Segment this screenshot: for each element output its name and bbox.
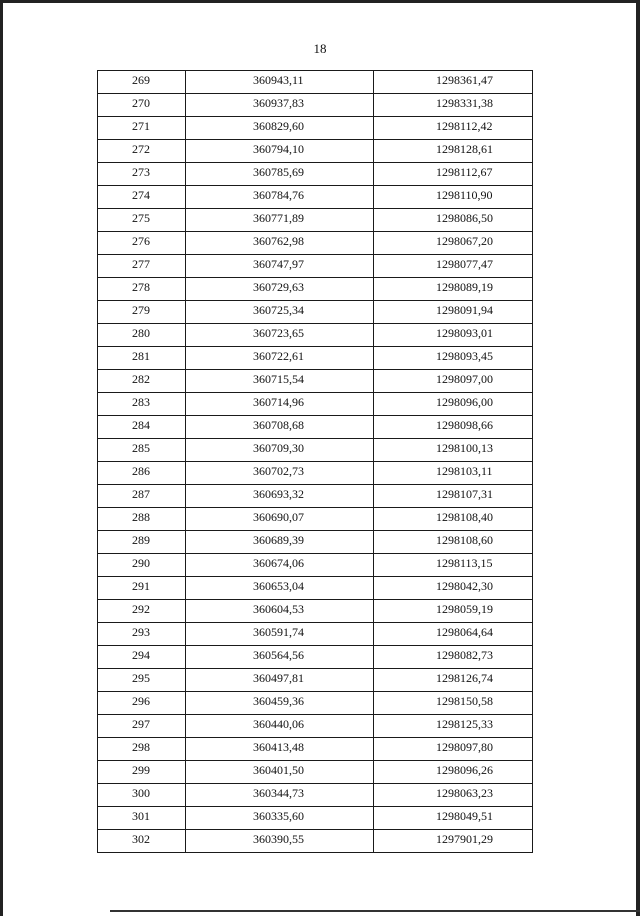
table-row	[98, 370, 533, 393]
y-coordinate-cell-text: 1298100,13	[436, 441, 493, 455]
x-coordinate-cell	[186, 301, 374, 324]
y-coordinate-cell-text: 1298110,90	[436, 188, 493, 202]
point-number-cell-text: 297	[132, 717, 150, 731]
x-coordinate-cell	[186, 623, 374, 646]
x-coordinate-cell	[186, 255, 374, 278]
point-number-cell	[98, 370, 186, 393]
y-coordinate-cell-text: 1298126,74	[436, 671, 493, 685]
x-coordinate-cell-text: 360344,73	[253, 786, 304, 800]
x-coordinate-cell-text: 360943,11	[253, 73, 304, 87]
x-coordinate-cell	[186, 807, 374, 830]
point-number-cell	[98, 117, 186, 140]
y-coordinate-cell-text: 1298063,23	[436, 786, 493, 800]
x-coordinate-cell-text: 360413,48	[253, 740, 304, 754]
point-number-cell	[98, 600, 186, 623]
point-number-cell	[98, 209, 186, 232]
y-coordinate-cell	[374, 508, 533, 531]
x-coordinate-cell-text: 360653,04	[253, 579, 304, 593]
y-coordinate-cell-text: 1298103,11	[436, 464, 493, 478]
x-coordinate-cell	[186, 531, 374, 554]
x-coordinate-cell-text: 360335,60	[253, 809, 304, 823]
table-row	[98, 669, 533, 692]
point-number-cell-text: 290	[132, 556, 150, 570]
y-coordinate-cell-text: 1298093,01	[436, 326, 493, 340]
point-number-cell-text: 291	[132, 579, 150, 593]
page-edge-left	[0, 0, 3, 916]
y-coordinate-cell	[374, 71, 533, 94]
y-coordinate-cell	[374, 692, 533, 715]
point-number-cell	[98, 554, 186, 577]
y-coordinate-cell	[374, 439, 533, 462]
point-number-cell	[98, 71, 186, 94]
table-row	[98, 140, 533, 163]
x-coordinate-cell-text: 360390,55	[253, 832, 304, 846]
page-number: 18	[313, 41, 327, 56]
x-coordinate-cell-text: 360785,69	[253, 165, 304, 179]
point-number-cell	[98, 301, 186, 324]
x-coordinate-cell-text: 360702,73	[253, 464, 304, 478]
point-number-cell-text: 299	[132, 763, 150, 777]
x-coordinate-cell-text: 360440,06	[253, 717, 304, 731]
coordinate-table	[97, 70, 533, 853]
page-edge-top	[0, 0, 640, 3]
y-coordinate-cell	[374, 416, 533, 439]
y-coordinate-cell	[374, 140, 533, 163]
y-coordinate-cell	[374, 577, 533, 600]
point-number-cell	[98, 94, 186, 117]
y-coordinate-cell-text: 1298093,45	[436, 349, 493, 363]
point-number-cell-text: 301	[132, 809, 150, 823]
table-row	[98, 324, 533, 347]
point-number-cell	[98, 462, 186, 485]
table-row	[98, 94, 533, 117]
x-coordinate-cell	[186, 163, 374, 186]
y-coordinate-cell-text: 1298108,40	[436, 510, 493, 524]
point-number-cell	[98, 623, 186, 646]
x-coordinate-cell-text: 360401,50	[253, 763, 304, 777]
point-number-cell-text: 293	[132, 625, 150, 639]
point-number-cell-text: 294	[132, 648, 150, 662]
point-number-cell-text: 270	[132, 96, 150, 110]
table-row	[98, 393, 533, 416]
y-coordinate-cell-text: 1298067,20	[436, 234, 493, 248]
point-number-cell	[98, 393, 186, 416]
x-coordinate-cell	[186, 209, 374, 232]
table-row	[98, 301, 533, 324]
x-coordinate-cell-text: 360690,07	[253, 510, 304, 524]
x-coordinate-cell	[186, 186, 374, 209]
x-coordinate-cell-text: 360723,65	[253, 326, 304, 340]
x-coordinate-cell	[186, 278, 374, 301]
point-number-cell	[98, 416, 186, 439]
y-coordinate-cell-text: 1298112,67	[436, 165, 493, 179]
y-coordinate-cell	[374, 600, 533, 623]
y-coordinate-cell	[374, 186, 533, 209]
point-number-cell	[98, 577, 186, 600]
y-coordinate-cell	[374, 761, 533, 784]
y-coordinate-cell	[374, 554, 533, 577]
point-number-cell-text: 292	[132, 602, 150, 616]
point-number-cell	[98, 324, 186, 347]
x-coordinate-cell	[186, 738, 374, 761]
point-number-cell	[98, 531, 186, 554]
x-coordinate-cell	[186, 577, 374, 600]
x-coordinate-cell-text: 360714,96	[253, 395, 304, 409]
x-coordinate-cell-text: 360784,76	[253, 188, 304, 202]
point-number-cell	[98, 163, 186, 186]
point-number-cell-text: 282	[132, 372, 150, 386]
y-coordinate-cell	[374, 715, 533, 738]
table-row	[98, 462, 533, 485]
x-coordinate-cell-text: 360591,74	[253, 625, 304, 639]
y-coordinate-cell	[374, 623, 533, 646]
x-coordinate-cell	[186, 393, 374, 416]
table-row	[98, 692, 533, 715]
y-coordinate-cell-text: 1298059,19	[436, 602, 493, 616]
table-row	[98, 600, 533, 623]
point-number-cell-text: 285	[132, 441, 150, 455]
point-number-cell-text: 296	[132, 694, 150, 708]
point-number-cell-text: 269	[132, 73, 150, 87]
x-coordinate-cell	[186, 692, 374, 715]
y-coordinate-cell-text: 1298096,00	[436, 395, 493, 409]
point-number-cell-text: 278	[132, 280, 150, 294]
x-coordinate-cell-text: 360722,61	[253, 349, 304, 363]
y-coordinate-cell	[374, 738, 533, 761]
y-coordinate-cell-text: 1298113,15	[436, 556, 493, 570]
y-coordinate-cell-text: 1297901,29	[436, 832, 493, 846]
x-coordinate-cell	[186, 508, 374, 531]
point-number-cell-text: 281	[132, 349, 150, 363]
table-row	[98, 623, 533, 646]
x-coordinate-cell	[186, 324, 374, 347]
x-coordinate-cell	[186, 370, 374, 393]
y-coordinate-cell-text: 1298150,58	[436, 694, 493, 708]
table-row	[98, 646, 533, 669]
x-coordinate-cell	[186, 439, 374, 462]
point-number-cell-text: 302	[132, 832, 150, 846]
y-coordinate-cell-text: 1298331,38	[436, 96, 493, 110]
point-number-cell-text: 277	[132, 257, 150, 271]
point-number-cell	[98, 186, 186, 209]
coordinate-table-body	[98, 71, 533, 853]
point-number-cell-text: 274	[132, 188, 150, 202]
y-coordinate-cell-text: 1298089,19	[436, 280, 493, 294]
point-number-cell-text: 276	[132, 234, 150, 248]
point-number-cell-text: 288	[132, 510, 150, 524]
y-coordinate-cell	[374, 531, 533, 554]
y-coordinate-cell-text: 1298096,26	[436, 763, 493, 777]
point-number-cell-text: 273	[132, 165, 150, 179]
x-coordinate-cell	[186, 830, 374, 853]
y-coordinate-cell	[374, 209, 533, 232]
x-coordinate-cell-text: 360497,81	[253, 671, 304, 685]
y-coordinate-cell-text: 1298098,66	[436, 418, 493, 432]
x-coordinate-cell-text: 360729,63	[253, 280, 304, 294]
y-coordinate-cell-text: 1298086,50	[436, 211, 493, 225]
y-coordinate-cell	[374, 370, 533, 393]
y-coordinate-cell	[374, 669, 533, 692]
table-row	[98, 416, 533, 439]
x-coordinate-cell	[186, 94, 374, 117]
x-coordinate-cell-text: 360709,30	[253, 441, 304, 455]
x-coordinate-cell	[186, 140, 374, 163]
point-number-cell-text: 275	[132, 211, 150, 225]
table-row	[98, 209, 533, 232]
x-coordinate-cell-text: 360693,32	[253, 487, 304, 501]
point-number-cell	[98, 715, 186, 738]
x-coordinate-cell	[186, 554, 374, 577]
x-coordinate-cell	[186, 462, 374, 485]
y-coordinate-cell	[374, 117, 533, 140]
point-number-cell	[98, 508, 186, 531]
y-coordinate-cell	[374, 462, 533, 485]
point-number-cell	[98, 140, 186, 163]
y-coordinate-cell	[374, 301, 533, 324]
x-coordinate-cell-text: 360564,56	[253, 648, 304, 662]
point-number-cell	[98, 485, 186, 508]
point-number-cell	[98, 761, 186, 784]
table-row	[98, 278, 533, 301]
point-number-cell	[98, 807, 186, 830]
y-coordinate-cell	[374, 646, 533, 669]
point-number-cell	[98, 646, 186, 669]
point-number-cell-text: 289	[132, 533, 150, 547]
point-number-cell	[98, 784, 186, 807]
x-coordinate-cell	[186, 761, 374, 784]
table-row	[98, 761, 533, 784]
x-coordinate-cell	[186, 416, 374, 439]
table-row	[98, 830, 533, 853]
table-row	[98, 255, 533, 278]
point-number-cell	[98, 830, 186, 853]
x-coordinate-cell	[186, 117, 374, 140]
point-number-cell	[98, 439, 186, 462]
y-coordinate-cell	[374, 784, 533, 807]
point-number-cell-text: 298	[132, 740, 150, 754]
y-coordinate-cell-text: 1298097,80	[436, 740, 493, 754]
x-coordinate-cell	[186, 784, 374, 807]
y-coordinate-cell	[374, 232, 533, 255]
table-row	[98, 347, 533, 370]
table-row	[98, 807, 533, 830]
point-number-cell	[98, 347, 186, 370]
y-coordinate-cell	[374, 163, 533, 186]
y-coordinate-cell-text: 1298049,51	[436, 809, 493, 823]
point-number-cell	[98, 738, 186, 761]
y-coordinate-cell-text: 1298097,00	[436, 372, 493, 386]
x-coordinate-cell-text: 360689,39	[253, 533, 304, 547]
table-row	[98, 784, 533, 807]
x-coordinate-cell-text: 360829,60	[253, 119, 304, 133]
point-number-cell-text: 295	[132, 671, 150, 685]
x-coordinate-cell-text: 360708,68	[253, 418, 304, 432]
table-row	[98, 439, 533, 462]
y-coordinate-cell	[374, 393, 533, 416]
x-coordinate-cell-text: 360937,83	[253, 96, 304, 110]
x-coordinate-cell-text: 360459,36	[253, 694, 304, 708]
y-coordinate-cell-text: 1298064,64	[436, 625, 493, 639]
y-coordinate-cell	[374, 347, 533, 370]
point-number-cell	[98, 255, 186, 278]
table-row	[98, 232, 533, 255]
y-coordinate-cell-text: 1298108,60	[436, 533, 493, 547]
x-coordinate-cell-text: 360725,34	[253, 303, 304, 317]
y-coordinate-cell-text: 1298042,30	[436, 579, 493, 593]
x-coordinate-cell-text: 360747,97	[253, 257, 304, 271]
point-number-cell-text: 283	[132, 395, 150, 409]
x-coordinate-cell-text: 360674,06	[253, 556, 304, 570]
point-number-cell	[98, 278, 186, 301]
point-number-cell-text: 279	[132, 303, 150, 317]
table-row	[98, 715, 533, 738]
point-number-cell-text: 286	[132, 464, 150, 478]
table-row	[98, 485, 533, 508]
point-number-cell	[98, 692, 186, 715]
x-coordinate-cell	[186, 232, 374, 255]
y-coordinate-cell	[374, 94, 533, 117]
table-row	[98, 577, 533, 600]
x-coordinate-cell	[186, 669, 374, 692]
x-coordinate-cell	[186, 71, 374, 94]
x-coordinate-cell-text: 360771,89	[253, 211, 304, 225]
table-row	[98, 738, 533, 761]
y-coordinate-cell-text: 1298077,47	[436, 257, 493, 271]
x-coordinate-cell-text: 360604,53	[253, 602, 304, 616]
y-coordinate-cell	[374, 278, 533, 301]
y-coordinate-cell	[374, 830, 533, 853]
y-coordinate-cell-text: 1298125,33	[436, 717, 493, 731]
page-edge-bottom	[110, 910, 640, 912]
y-coordinate-cell-text: 1298112,42	[436, 119, 493, 133]
point-number-cell-text: 271	[132, 119, 150, 133]
y-coordinate-cell	[374, 255, 533, 278]
x-coordinate-cell	[186, 485, 374, 508]
point-number-cell-text: 280	[132, 326, 150, 340]
x-coordinate-cell-text: 360715,54	[253, 372, 304, 386]
y-coordinate-cell-text: 1298361,47	[436, 73, 493, 87]
y-coordinate-cell-text: 1298107,31	[436, 487, 493, 501]
x-coordinate-cell-text: 360762,98	[253, 234, 304, 248]
y-coordinate-cell	[374, 485, 533, 508]
table-row	[98, 508, 533, 531]
point-number-cell	[98, 232, 186, 255]
y-coordinate-cell-text: 1298091,94	[436, 303, 493, 317]
x-coordinate-cell	[186, 347, 374, 370]
point-number-cell-text: 287	[132, 487, 150, 501]
x-coordinate-cell	[186, 646, 374, 669]
page-edge-right	[636, 0, 640, 916]
point-number-cell-text: 272	[132, 142, 150, 156]
table-row	[98, 117, 533, 140]
x-coordinate-cell	[186, 715, 374, 738]
y-coordinate-cell	[374, 807, 533, 830]
point-number-cell-text: 284	[132, 418, 150, 432]
y-coordinate-cell	[374, 324, 533, 347]
x-coordinate-cell	[186, 600, 374, 623]
y-coordinate-cell-text: 1298082,73	[436, 648, 493, 662]
table-row	[98, 163, 533, 186]
table-row	[98, 186, 533, 209]
table-row	[98, 531, 533, 554]
x-coordinate-cell-text: 360794,10	[253, 142, 304, 156]
table-row	[98, 554, 533, 577]
y-coordinate-cell-text: 1298128,61	[436, 142, 493, 156]
table-row	[98, 71, 533, 94]
point-number-cell	[98, 669, 186, 692]
point-number-cell-text: 300	[132, 786, 150, 800]
